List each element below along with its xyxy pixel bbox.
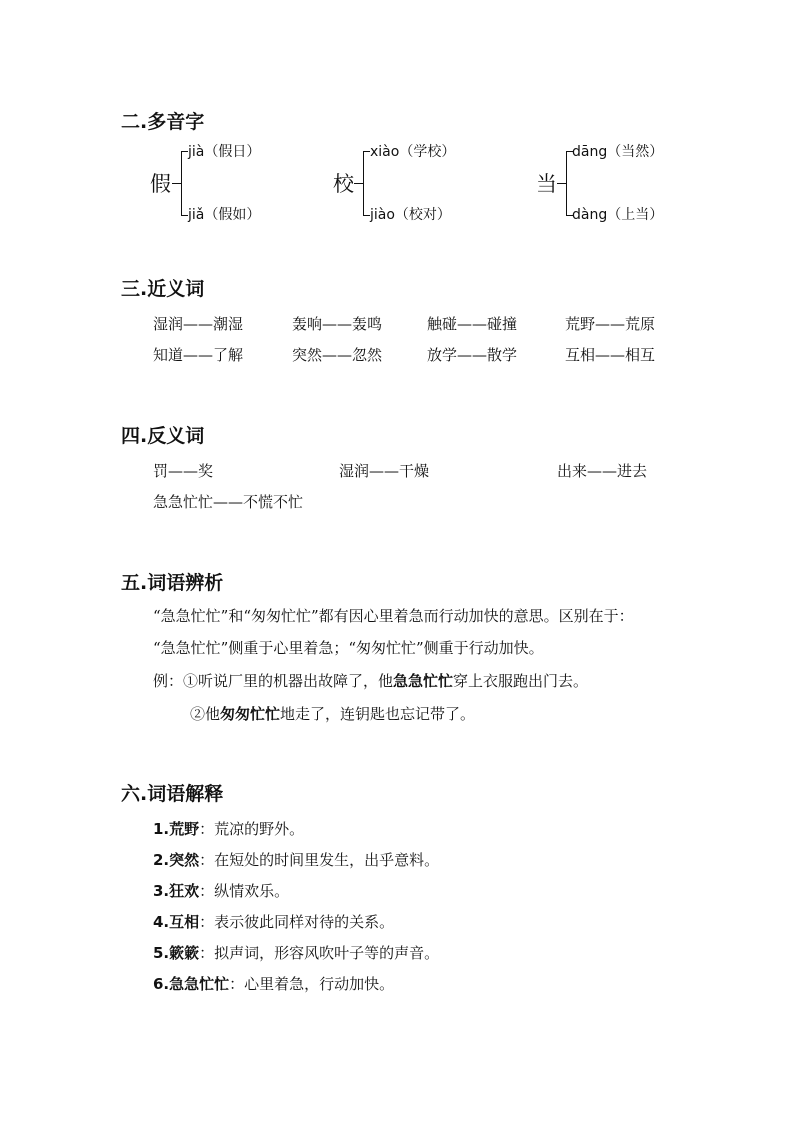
pinyin-top: dāng（当然） <box>572 144 664 160</box>
analysis-line-2: “急急忙忙”侧重于心里着急；“匆匆忙忙”侧重于行动加快。 <box>153 639 544 657</box>
antonym-pair: 罚——奖 <box>153 462 214 480</box>
section-title-word-explanations: 六.词语解释 <box>121 783 224 805</box>
explanation-def: ：在短处的时间里发生，出乎意料。 <box>199 851 440 869</box>
example-bold-word: 急急忙忙 <box>393 672 454 690</box>
explanation-item <box>153 942 439 963</box>
example-text: 地走了，连钥匙也忘记带了。 <box>280 705 476 723</box>
synonym-pair: 荒野——荒原 <box>565 315 656 333</box>
synonym-pair: 放学——散学 <box>427 346 518 364</box>
pinyin-bottom: jiào（校对） <box>370 207 451 223</box>
explanation-def: ：表示彼此同样对待的关系。 <box>199 913 395 931</box>
brace-stem <box>172 183 181 184</box>
antonym-pair: 湿润——干燥 <box>339 462 430 480</box>
section-title-word-analysis: 五.词语辨析 <box>121 572 224 594</box>
antonym-pair: 急急忙忙——不慌不忙 <box>153 493 304 511</box>
pinyin-top: jià（假日） <box>188 144 261 160</box>
explanation-term: 2.突然 <box>153 851 200 869</box>
example-text: 例：①听说厂里的机器出故障了，他 <box>153 672 394 690</box>
explanation-item <box>153 849 439 870</box>
explanation-item <box>153 818 304 839</box>
explanation-term: 5.簌簌 <box>153 944 200 962</box>
polyphonic-char: 校 <box>333 172 354 196</box>
explanation-def: ：拟声词，形容风吹叶子等的声音。 <box>199 944 440 962</box>
synonym-pair: 湿润——潮湿 <box>153 315 244 333</box>
antonym-pair: 出来——进去 <box>557 462 648 480</box>
synonym-pair: 触碰——碰撞 <box>427 315 518 333</box>
synonym-pair: 突然——忽然 <box>292 346 383 364</box>
explanation-def: ：荒凉的野外。 <box>199 820 305 838</box>
explanation-item <box>153 973 394 994</box>
section-title-polyphonic: 二.多音字 <box>121 111 205 133</box>
synonym-pair: 互相——相互 <box>565 346 656 364</box>
example-2 <box>190 703 475 724</box>
brace-stem <box>557 183 566 184</box>
pinyin-bottom: dàng（上当） <box>572 207 664 223</box>
explanation-term: 1.荒野 <box>153 820 200 838</box>
section-title-antonyms: 四.反义词 <box>121 425 205 447</box>
example-text: ②他 <box>190 705 221 723</box>
polyphonic-char: 当 <box>536 172 557 196</box>
brace-stem <box>354 183 363 184</box>
pinyin-bottom: jiǎ（假如） <box>188 207 261 223</box>
explanation-def: ：纵情欢乐。 <box>199 882 290 900</box>
example-text: 穿上衣服跑出门去。 <box>453 672 589 690</box>
section-title-synonyms: 三.近义词 <box>121 278 205 300</box>
brace <box>181 151 188 216</box>
pinyin-top: xiào（学校） <box>370 144 456 160</box>
explanation-term: 3.狂欢 <box>153 882 200 900</box>
synonym-pair: 知道——了解 <box>153 346 244 364</box>
explanation-term: 6.急急忙忙 <box>153 975 230 993</box>
example-bold-word: 匆匆忙忙 <box>220 705 281 723</box>
analysis-line-1: “急急忙忙”和“匆匆忙忙”都有因心里着急而行动加快的意思。区别在于： <box>153 607 634 625</box>
synonym-pair: 轰响——轰鸣 <box>292 315 383 333</box>
explanation-item <box>153 911 394 932</box>
polyphonic-char: 假 <box>150 172 171 196</box>
explanation-def: ：心里着急，行动加快。 <box>229 975 395 993</box>
example-1 <box>153 670 588 691</box>
explanation-item <box>153 880 289 901</box>
brace <box>363 151 370 216</box>
explanation-term: 4.互相 <box>153 913 200 931</box>
